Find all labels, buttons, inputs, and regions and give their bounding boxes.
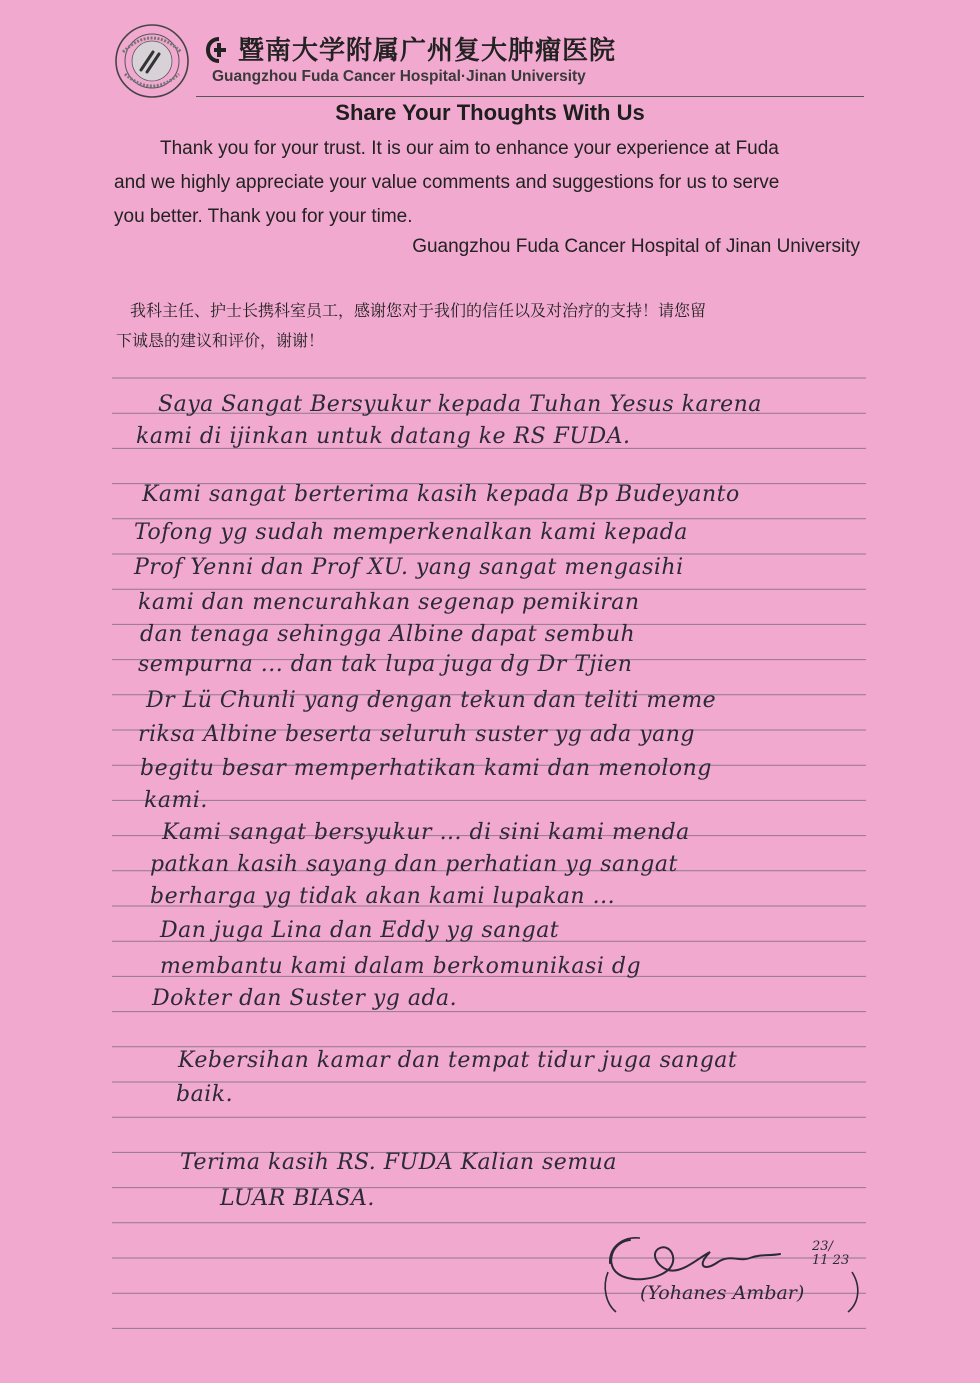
handwritten-line: Dan juga Lina dan Eddy yg sangat [160, 918, 560, 943]
intro-line: and we highly appreciate your value comments and suggestions for us to serve [114, 172, 780, 193]
handwritten-line: kami dan mencurahkan segenap pemikiran [138, 590, 640, 615]
handwritten-line: baik. [176, 1082, 234, 1107]
handwritten-line: kami. [144, 788, 208, 813]
chinese-intro-line: 我科主任、护士长携科室员工，感谢您对于我们的信任以及对治疗的支持！请您留 [130, 301, 707, 320]
signature-date-top: 23/ [812, 1239, 833, 1254]
handwritten-line: berharga yg tidak akan kami lupakan ... [150, 884, 616, 909]
signature-date [812, 1240, 849, 1268]
hospital-name-en: Guangzhou Fuda Cancer Hospital·Jinan University [212, 68, 586, 85]
handwritten-line: riksa Albine beserta seluruh suster yg ada yang [138, 722, 695, 747]
handwritten-line: Prof Yenni dan Prof XU. yang sangat mengasihi [134, 555, 684, 580]
intro-paragraph [114, 132, 866, 234]
handwritten-line: patkan kasih sayang dan perhatian yg sangat [150, 852, 678, 877]
handwritten-line: Terima kasih RS. FUDA Kalian semua [180, 1150, 617, 1175]
chinese-intro [116, 296, 862, 356]
form-title: Share Your Thoughts With Us [335, 100, 645, 125]
handwritten-line: Kebersihan kamar dan tempat tidur juga sangat [178, 1048, 738, 1073]
handwritten-line: sempurna ... dan tak lupa juga dg Dr Tjien [138, 652, 633, 677]
hospital-signoff: Guangzhou Fuda Cancer Hospital of Jinan University [412, 236, 860, 257]
hospital-name-cn-text: 暨南大学附属广州复大肿瘤医院 [238, 36, 617, 66]
handwritten-line: LUAR BIASA. [220, 1186, 375, 1211]
signature-name: (Yohanes Ambar) [640, 1282, 805, 1304]
handwritten-line: dan tenaga sehingga Albine dapat sembuh [140, 622, 636, 647]
handwritten-line: Dokter dan Suster yg ada. [152, 986, 458, 1011]
handwritten-line: begitu besar memperhatikan kami dan menolong [140, 756, 712, 781]
header-divider [196, 96, 864, 97]
handwritten-line: membantu kami dalam berkomunikasi dg [160, 954, 642, 979]
intro-line: Thank you for your trust. It is our aim to enhance your experience at Fuda [160, 138, 779, 159]
handwritten-line: Saya Sangat Bersyukur kepada Tuhan Yesus karena [158, 392, 762, 417]
hospital-name-cn [206, 30, 616, 67]
hospital-seal-logo [113, 22, 191, 100]
signature-date-bottom: 11 23 [812, 1253, 850, 1268]
handwritten-line: Kami sangat bersyukur ... di sini kami menda [162, 820, 690, 845]
handwritten-line: Tofong yg sudah memperkenalkan kami kepada [134, 520, 688, 545]
hospital-emblem-icon [206, 37, 232, 63]
handwritten-line: Dr Lü Chunli yang dengan tekun dan teliti meme [146, 688, 717, 713]
intro-line: you better. Thank you for your time. [114, 206, 413, 227]
handwritten-line: Kami sangat berterima kasih kepada Bp Budeyanto [142, 482, 740, 507]
chinese-intro-line: 下诚恳的建议和评价，谢谢！ [116, 331, 325, 350]
handwritten-line: kami di ijinkan untuk datang ke RS FUDA. [136, 424, 631, 449]
